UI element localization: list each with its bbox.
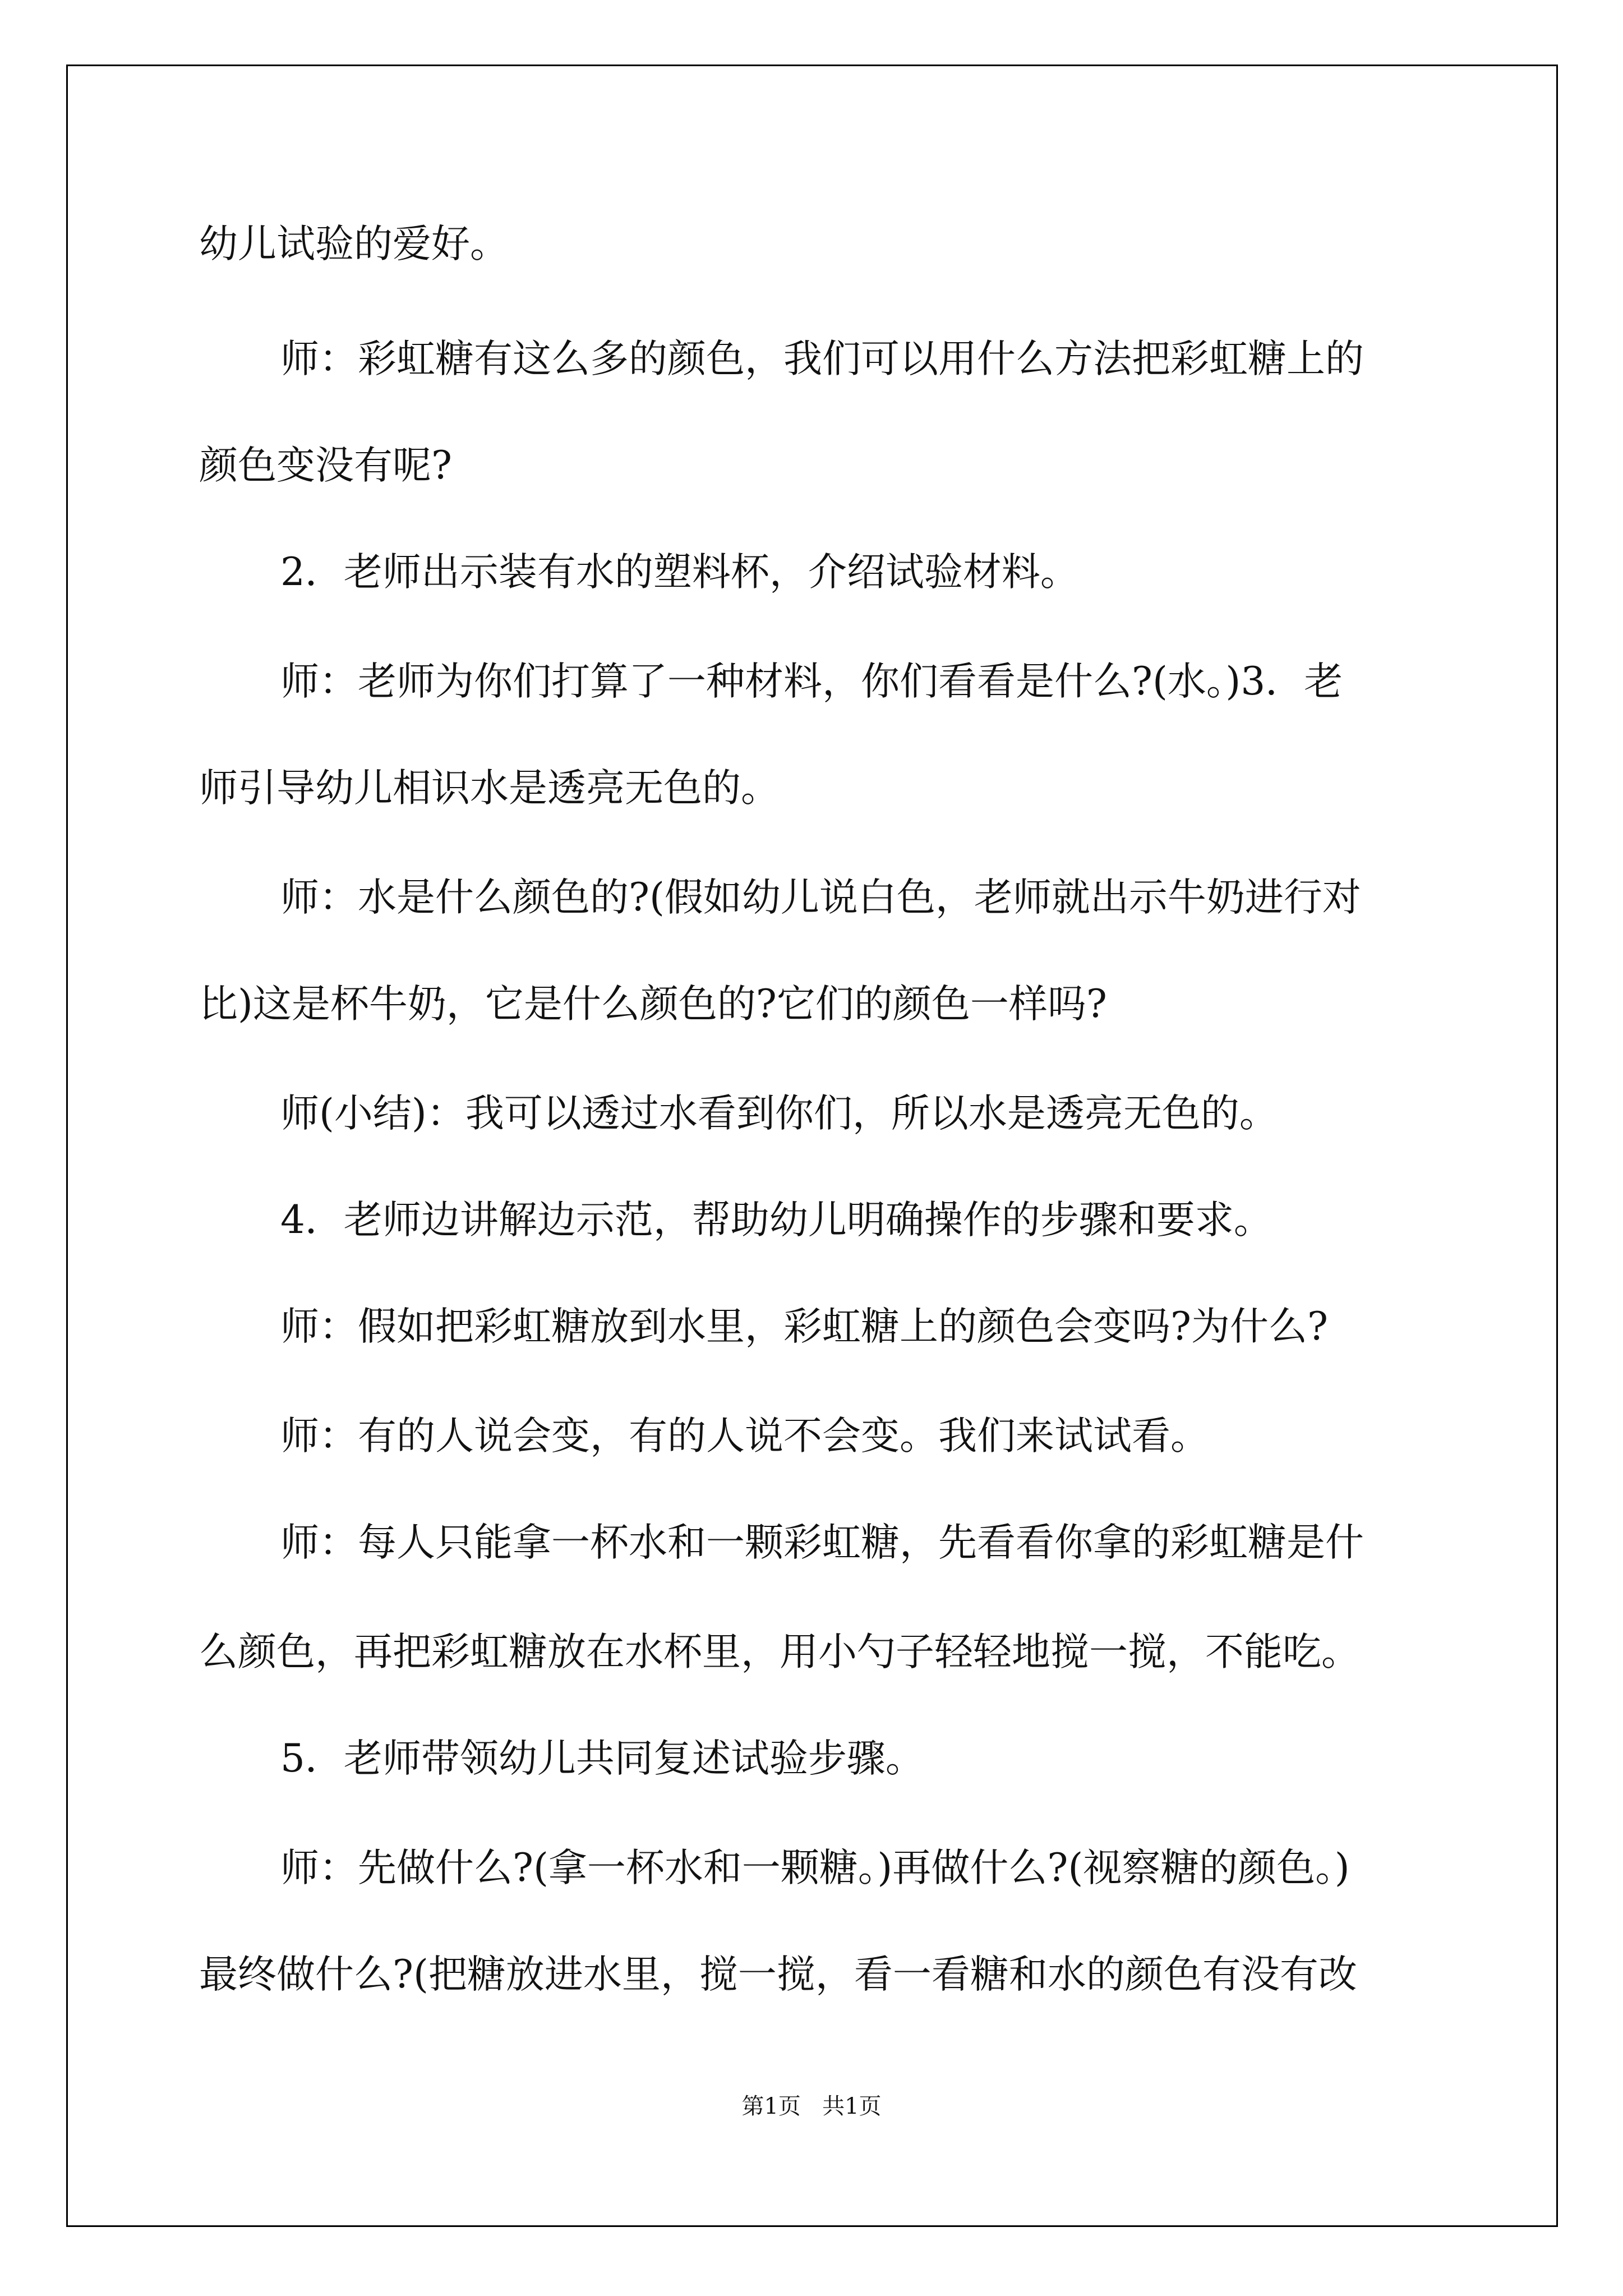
page-number: 第1页: [741, 2093, 801, 2119]
page-total: 共1页: [822, 2093, 882, 2119]
text-line: 师：有的人说会变，有的人说不会变。我们来试试看。: [280, 1414, 1209, 1458]
page-border: [66, 65, 1558, 2227]
text-line: 师：彩虹糖有这么多的颜色，我们可以用什么方法把彩虹糖上的: [280, 337, 1364, 381]
text-line: 么颜色，再把彩虹糖放在水杯里，用小勺子轻轻地搅一搅，不能吃。: [199, 1630, 1360, 1674]
text-line: 2．老师出示装有水的塑料杯，介绍试验材料。: [280, 550, 1079, 595]
text-line: 颜色变没有呢?: [199, 443, 452, 488]
text-line: 师：假如把彩虹糖放到水里，彩虹糖上的颜色会变吗?为什么?: [280, 1304, 1328, 1349]
text-line: 最终做什么?(把糖放进水里，搅一搅，看一看糖和水的颜色有没有改: [199, 1952, 1357, 1997]
text-line: 师引导幼儿相识水是透亮无色的。: [199, 766, 780, 811]
text-line: 幼儿试验的爱好。: [199, 222, 509, 266]
text-line: 师：先做什么?(拿一杯水和一颗糖。)再做什么?(视察糖的颜色。): [280, 1846, 1350, 1890]
page-footer: [0, 2090, 1623, 2123]
text-line: 5．老师带领幼儿共同复述试验步骤。: [280, 1736, 924, 1781]
text-line: 师：水是什么颜色的?(假如幼儿说白色，老师就出示牛奶进行对: [280, 875, 1361, 920]
text-line: 师(小结)：我可以透过水看到你们，所以水是透亮无色的。: [280, 1091, 1278, 1136]
text-line: 4．老师边讲解边示范，帮助幼儿明确操作的步骤和要求。: [280, 1198, 1272, 1243]
text-line: 比)这是杯牛奶，它是什么颜色的?它们的颜色一样吗?: [199, 982, 1107, 1027]
text-line: 师：老师为你们打算了一种材料，你们看看是什么?(水。)3．老: [280, 659, 1343, 704]
text-line: 师：每人只能拿一杯水和一颗彩虹糖，先看看你拿的彩虹糖是什: [280, 1520, 1364, 1565]
